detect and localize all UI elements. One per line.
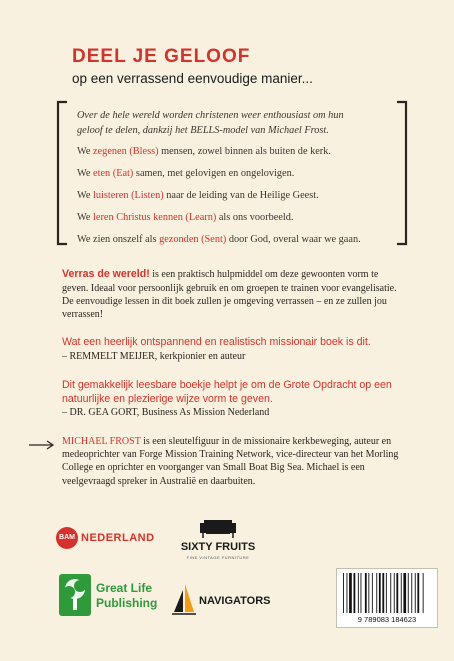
barcode-bar — [411, 573, 412, 613]
barcode-bar — [417, 573, 419, 613]
barcode-bar — [349, 573, 352, 613]
barcode-bar — [379, 573, 381, 613]
endorsement-text: Dit gemakkelijk leesbare boekje helpt je om de Grote Opdracht op een natuurlijke en plezierige wijze vorm te geven. — [62, 379, 392, 405]
barcode-bar — [372, 573, 373, 613]
author-bio: MICHAEL FROST is een sleutelfiguur in de missionaire kerkbeweging, auteur en medeoprichter van Forge Mission Training Network, vice-directeur van het Morling College en oprichter en voorganger van Small Boat Big Sea. Michael is een veelgevraagd spreker in Australië en daarbuiten. — [62, 436, 399, 487]
isbn-digits: 9 789083 184623 — [357, 615, 417, 624]
bells-line-bless: We zegenen (Bless) mensen, zowel binnen als buiten de kerk. — [77, 146, 331, 157]
barcode-bar — [382, 573, 384, 613]
barcode-bar — [403, 573, 406, 613]
bells-line-learn: We leren Christus kennen (Learn) als ons voorbeeld. — [77, 212, 294, 223]
barcode-bar — [365, 573, 367, 613]
armchair-icon — [198, 518, 238, 538]
isbn-barcode — [336, 568, 438, 628]
intro-paragraph: Verras de wereld! is een praktisch hulpmiddel om deze gewoonten vorm te geven. Ideaal voor persoonlijk gebruik en om groepen te trainen voor evangelisatie. De eenvoudige lessen in dit boek zullen je omgeving verrassen – en ze zullen jou verrassen! — [62, 268, 397, 320]
barcode-bar — [396, 573, 398, 613]
bam-badge-icon: BAM — [56, 527, 78, 549]
barcode-bar — [354, 573, 356, 613]
cover-title: DEEL JE GELOOF — [72, 46, 251, 67]
endorsement-text: Wat een heerlijk ontspannend en realistisch missionair boek is dit. — [62, 336, 371, 348]
bells-line-eat: We eten (Eat) samen, met gelovigen en ongelovigen. — [77, 168, 295, 179]
bells-line-listen: We luisteren (Listen) naar de leiding van de Heilige Geest. — [77, 190, 319, 201]
cover-subtitle: op een verrassend eenvoudige manier... — [72, 71, 313, 86]
quote-intro: Over de hele wereld worden christenen weer enthousiast om hun geloof te delen, dankzij het BELLS-model van Michael Frost. — [77, 110, 344, 136]
navigators-logo: NAVIGATORS — [172, 580, 282, 618]
barcode-bar — [343, 573, 344, 613]
barcode-bar — [394, 573, 395, 613]
sixty-fruits-logo: SIXTY FRUITS FINE VINTAGE FURNITURE — [178, 518, 258, 566]
endorsement-2 — [62, 379, 407, 419]
endorsement-author: – DR. GEA GORT, Business As Mission Nederland — [62, 407, 270, 418]
great-life-publishing-logo: Great Life Publishing — [58, 573, 178, 619]
barcode-bar — [423, 573, 424, 613]
barcode-bar — [368, 573, 369, 613]
bam-nederland-logo: BAM NEDERLAND — [56, 527, 158, 549]
sail-icon — [172, 582, 196, 616]
barcode-bar — [376, 573, 377, 613]
bells-quote — [77, 108, 377, 254]
endorsement-1 — [62, 336, 407, 363]
arrow-icon — [28, 437, 56, 447]
barcode-bar — [386, 573, 387, 613]
barcode-bar — [408, 573, 409, 613]
barcode-bar — [415, 573, 416, 613]
barcode-bars — [337, 571, 437, 617]
barcode-bar — [358, 573, 359, 613]
right-bracket — [395, 100, 409, 246]
author-name: MICHAEL FROST — [62, 436, 141, 447]
barcode-bar — [401, 573, 402, 613]
book-title-inline: Verras de wereld! — [62, 268, 150, 280]
left-bracket — [55, 100, 69, 246]
barcode-bar — [390, 573, 391, 613]
barcode-bar — [361, 573, 362, 613]
bells-line-sent: We zien onszelf als gezonden (Sent) door God, overal waar we gaan. — [77, 234, 361, 245]
tree-icon — [58, 573, 92, 617]
barcode-bar — [347, 573, 348, 613]
endorsement-author: – REMMELT MEIJER, kerkpionier en auteur — [62, 350, 246, 362]
